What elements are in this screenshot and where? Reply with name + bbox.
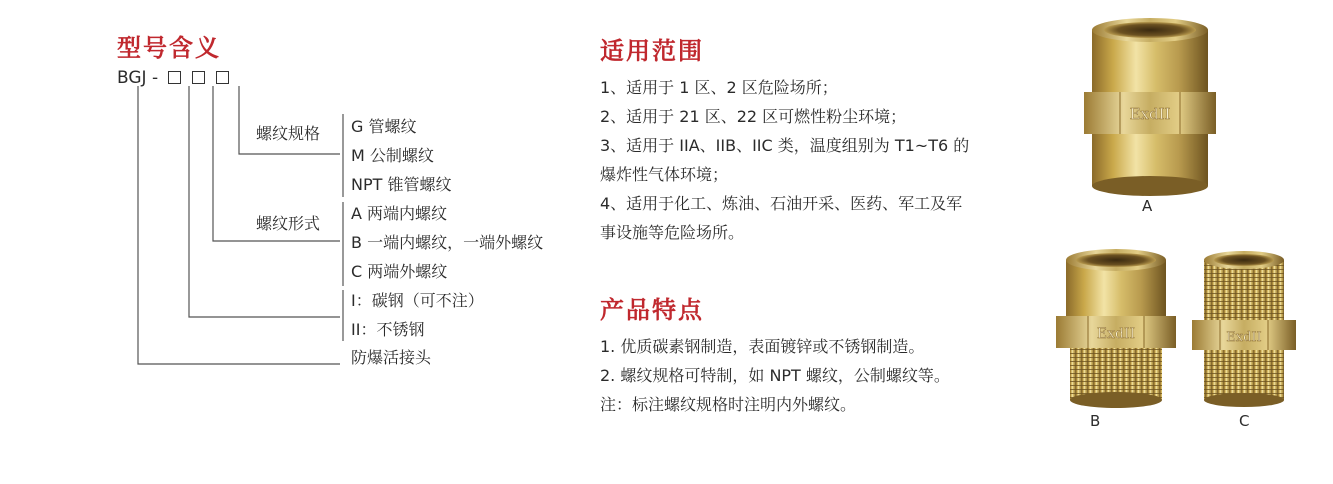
feature-line: 注：标注螺纹规格时注明内外螺纹。	[600, 395, 857, 414]
marking-a: ExdII	[1129, 105, 1171, 123]
model-code-prefix: BGJ -	[117, 68, 159, 88]
scope-line: 事设施等危险场所。	[600, 223, 745, 242]
feature-line: 1. 优质碳素钢制造，表面镀锌或不锈钢制造。	[600, 337, 925, 356]
features-list	[600, 332, 950, 419]
marking-c: ExdII	[1226, 330, 1262, 345]
thread-spec-option-npt: NPT 锥管螺纹	[351, 175, 452, 194]
thread-form-option-a: A 两端内螺纹	[351, 204, 448, 223]
marking-b: ExdII	[1096, 326, 1136, 342]
fitting-photo-c	[1188, 246, 1300, 414]
thread-form-option-c: C 两端外螺纹	[351, 262, 448, 281]
thread-spec-option-g: G 管螺纹	[351, 117, 417, 136]
scope-line: 3、适用于 IIA、IIB、IIC 类，温度组别为 T1~T6 的	[600, 136, 970, 155]
caption-a: A	[1142, 197, 1153, 215]
scope-list	[600, 73, 969, 247]
thread-form-label: 螺纹形式	[256, 214, 321, 233]
fitting-photo-a	[1080, 12, 1220, 202]
scope-line: 1、适用于 1 区、2 区危险场所；	[600, 78, 838, 97]
caption-b: B	[1090, 412, 1101, 430]
thread-spec-option-m: M 公制螺纹	[351, 146, 434, 165]
scope-line: 2、适用于 21 区、22 区可燃性粉尘环境；	[600, 107, 907, 126]
scope-title: 适用范围	[600, 37, 704, 65]
thread-form-option-b: B 一端内螺纹，一端外螺纹	[351, 233, 544, 252]
product-name: 防爆活接头	[351, 348, 432, 367]
scope-line: 4、适用于化工、炼油、石油开采、医药、军工及军	[600, 194, 963, 213]
thread-spec-label: 螺纹规格	[256, 124, 321, 143]
features-title: 产品特点	[600, 296, 704, 324]
material-option-carbon: I：碳钢（可不注）	[351, 291, 484, 310]
feature-line: 2. 螺纹规格可特制，如 NPT 螺纹，公制螺纹等。	[600, 366, 950, 385]
fitting-photo-b	[1052, 246, 1180, 414]
scope-line: 爆炸性气体环境；	[600, 165, 729, 184]
model-meaning-title: 型号含义	[117, 34, 221, 62]
caption-c: C	[1239, 412, 1250, 430]
material-option-stainless: II：不锈钢	[351, 320, 425, 339]
